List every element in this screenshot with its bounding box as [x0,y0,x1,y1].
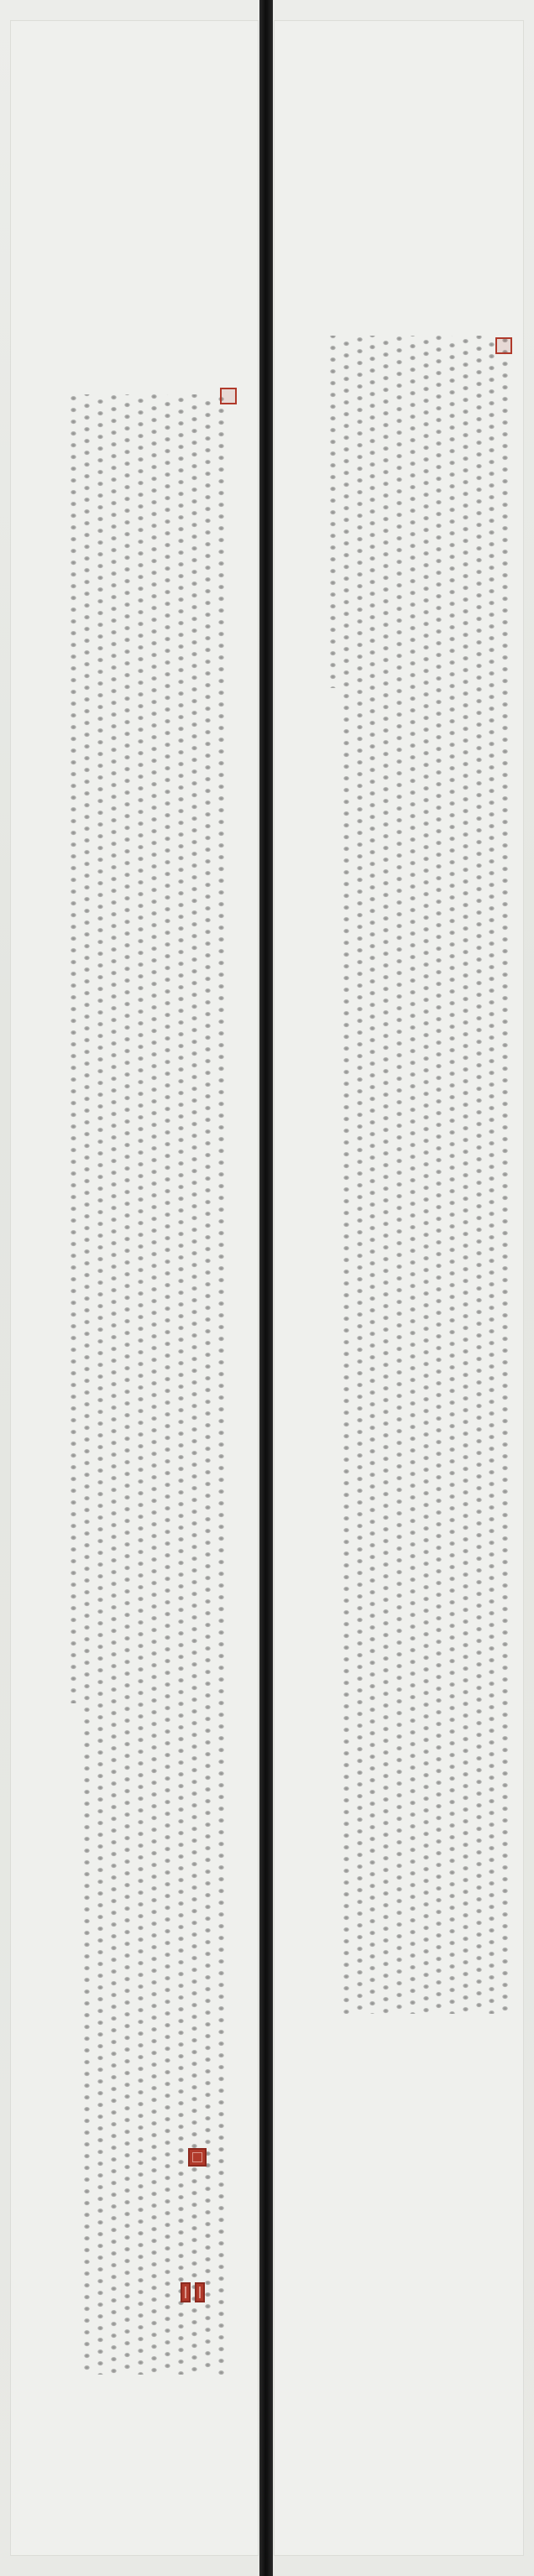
calligraphy-column [394,336,405,2014]
calligraphy-column [354,336,365,2014]
calligraphy-column [327,336,338,688]
calligraphy-column [407,336,418,2014]
calligraphy-column [216,394,227,2375]
center-divider [259,0,273,2576]
calligraphy-column [474,336,484,2014]
calligraphy-column [460,336,471,2014]
calligraphy-column [202,394,213,2375]
left-top-seal [220,388,237,404]
left-signature-seal [188,2148,207,2167]
calligraphy-column [95,394,106,2375]
calligraphy-column [380,336,391,2014]
calligraphy-column [135,394,146,2375]
calligraphy-column [341,336,352,2014]
left-lower-seal-2 [195,2282,205,2302]
calligraphy-column [367,336,378,2014]
calligraphy-column [189,394,200,2375]
calligraphy-column [447,336,458,2014]
calligraphy-column [81,394,92,2375]
calligraphy-column [500,336,510,2014]
left-lower-seal-1 [181,2282,191,2302]
right-top-seal [495,337,512,354]
calligraphy-column [149,394,160,2375]
calligraphy-column [122,394,133,2375]
calligraphy-column [108,394,119,2375]
right-calligraphy-text [327,336,510,2014]
calligraphy-column [421,336,432,2014]
left-calligraphy-text [59,394,227,2375]
calligraphy-column [162,394,173,2375]
calligraphy-column [175,394,186,2375]
calligraphy-column [433,336,444,2014]
calligraphy-column [486,336,497,2014]
calligraphy-column [68,394,79,1703]
